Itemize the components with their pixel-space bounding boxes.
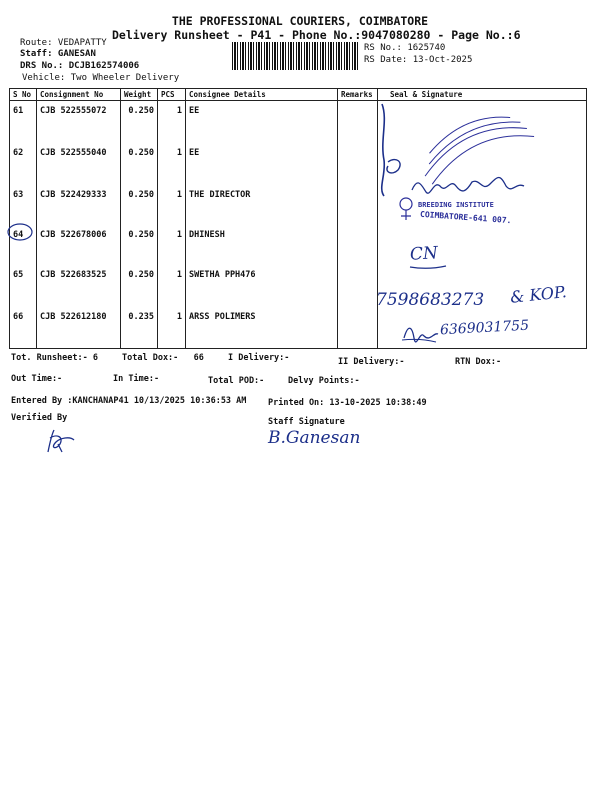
sno: 62 — [10, 143, 37, 185]
col-pcs: PCS — [158, 89, 186, 101]
col-consignment: Consignment No — [37, 89, 121, 101]
consignment-no: CJB 522429333 — [37, 185, 121, 225]
sno: 61 — [10, 101, 37, 143]
barcode — [232, 42, 360, 70]
staff-signature-label: Staff Signature — [268, 417, 345, 427]
sno: 65 — [10, 265, 37, 307]
rtn-dox: RTN Dox:- — [455, 357, 502, 367]
handwritten-phone-1-suffix: & KOP. — [509, 282, 568, 307]
consignment-no: CJB 522683525 — [37, 265, 121, 307]
signature-underline — [408, 264, 448, 270]
col-weight: Weight — [121, 89, 158, 101]
remarks-bracket-mark — [368, 100, 408, 200]
verified-by: Verified By — [11, 413, 68, 423]
weight: 0.235 — [121, 307, 158, 349]
table-row — [10, 265, 587, 307]
col-sno: S No — [10, 89, 37, 101]
i-delivery: I Delivery:- — [228, 353, 290, 363]
remarks — [338, 225, 378, 265]
handwritten-phone-1: 7598683273 — [376, 290, 485, 310]
col-remarks: Remarks — [338, 89, 378, 101]
pcs: 1 — [158, 185, 186, 225]
weight: 0.250 — [121, 143, 158, 185]
sno: 64 — [10, 225, 37, 265]
total-pod: Total POD:- — [208, 376, 265, 386]
entered-by: Entered By :KANCHANAP41 10/13/2025 10:36:53 AM — [11, 396, 247, 406]
weight: 0.250 — [121, 265, 158, 307]
pcs: 1 — [158, 307, 186, 349]
remarks — [338, 265, 378, 307]
consignee: EE — [186, 143, 338, 185]
consignment-no: CJB 522612180 — [37, 307, 121, 349]
consignee: ARSS POLIMERS — [186, 307, 338, 349]
table-row — [10, 225, 587, 265]
remarks — [338, 307, 378, 349]
route: Route: VEDAPATTY — [20, 38, 107, 48]
delvy-points: Delvy Points:- — [288, 376, 360, 386]
consignee: DHINESH — [186, 225, 338, 265]
pcs: 1 — [158, 101, 186, 143]
arss-signature — [400, 320, 440, 344]
sno: 63 — [10, 185, 37, 225]
staff-signature: B.Ganesan — [268, 428, 361, 448]
director-signature — [408, 172, 568, 202]
weight: 0.250 — [121, 185, 158, 225]
company-name: THE PROFESSIONAL COURIERS, COIMBATORE — [171, 14, 429, 28]
vehicle: Vehicle: Two Wheeler Delivery — [22, 73, 180, 83]
pcs: 1 — [158, 143, 186, 185]
rs-date: RS Date: 13-Oct-2025 — [364, 55, 473, 65]
consignee: SWETHA PPH476 — [186, 265, 338, 307]
total-dox: Total Dox:- 66 — [122, 353, 204, 363]
table-header — [10, 89, 587, 101]
consignment-no: CJB 522555072 — [37, 101, 121, 143]
row-64-circle-mark — [5, 222, 35, 242]
ii-delivery: II Delivery:- — [338, 357, 405, 367]
handwritten-phone-2: 6369031755 — [439, 317, 530, 339]
drs-number: DRS No.: DCJB162574006 — [20, 61, 140, 71]
in-time: In Time:- — [113, 374, 160, 384]
dhinesh-signature: CN — [409, 243, 439, 265]
stamp-city: COIMBATORE-641 007. — [419, 209, 512, 226]
staff: Staff: GANESAN — [20, 49, 96, 59]
consignment-no: CJB 522678006 — [37, 225, 121, 265]
consignee: EE — [186, 101, 338, 143]
weight: 0.250 — [121, 225, 158, 265]
total-runsheet: Tot. Runsheet:- 6 — [11, 353, 98, 363]
verifier-signature — [40, 426, 80, 456]
consignment-no: CJB 522555040 — [37, 143, 121, 185]
stamp-institute: BREEDING INSTITUTE — [418, 201, 494, 209]
printed-on: Printed On: 13-10-2025 10:38:49 — [268, 398, 427, 408]
col-seal-signature: Seal & Signature — [378, 89, 587, 101]
sno: 66 — [10, 307, 37, 349]
col-consignee: Consignee Details — [186, 89, 338, 101]
pcs: 1 — [158, 225, 186, 265]
rs-number: RS No.: 1625740 — [364, 43, 446, 53]
stamp-emblem-icon — [396, 192, 416, 222]
pcs: 1 — [158, 265, 186, 307]
runsheet-title: Delivery Runsheet - P41 - Phone No.:9047080280 - Page No.:6 — [112, 28, 521, 42]
out-time: Out Time:- — [11, 374, 63, 384]
weight: 0.250 — [121, 101, 158, 143]
consignee: THE DIRECTOR — [186, 185, 338, 225]
